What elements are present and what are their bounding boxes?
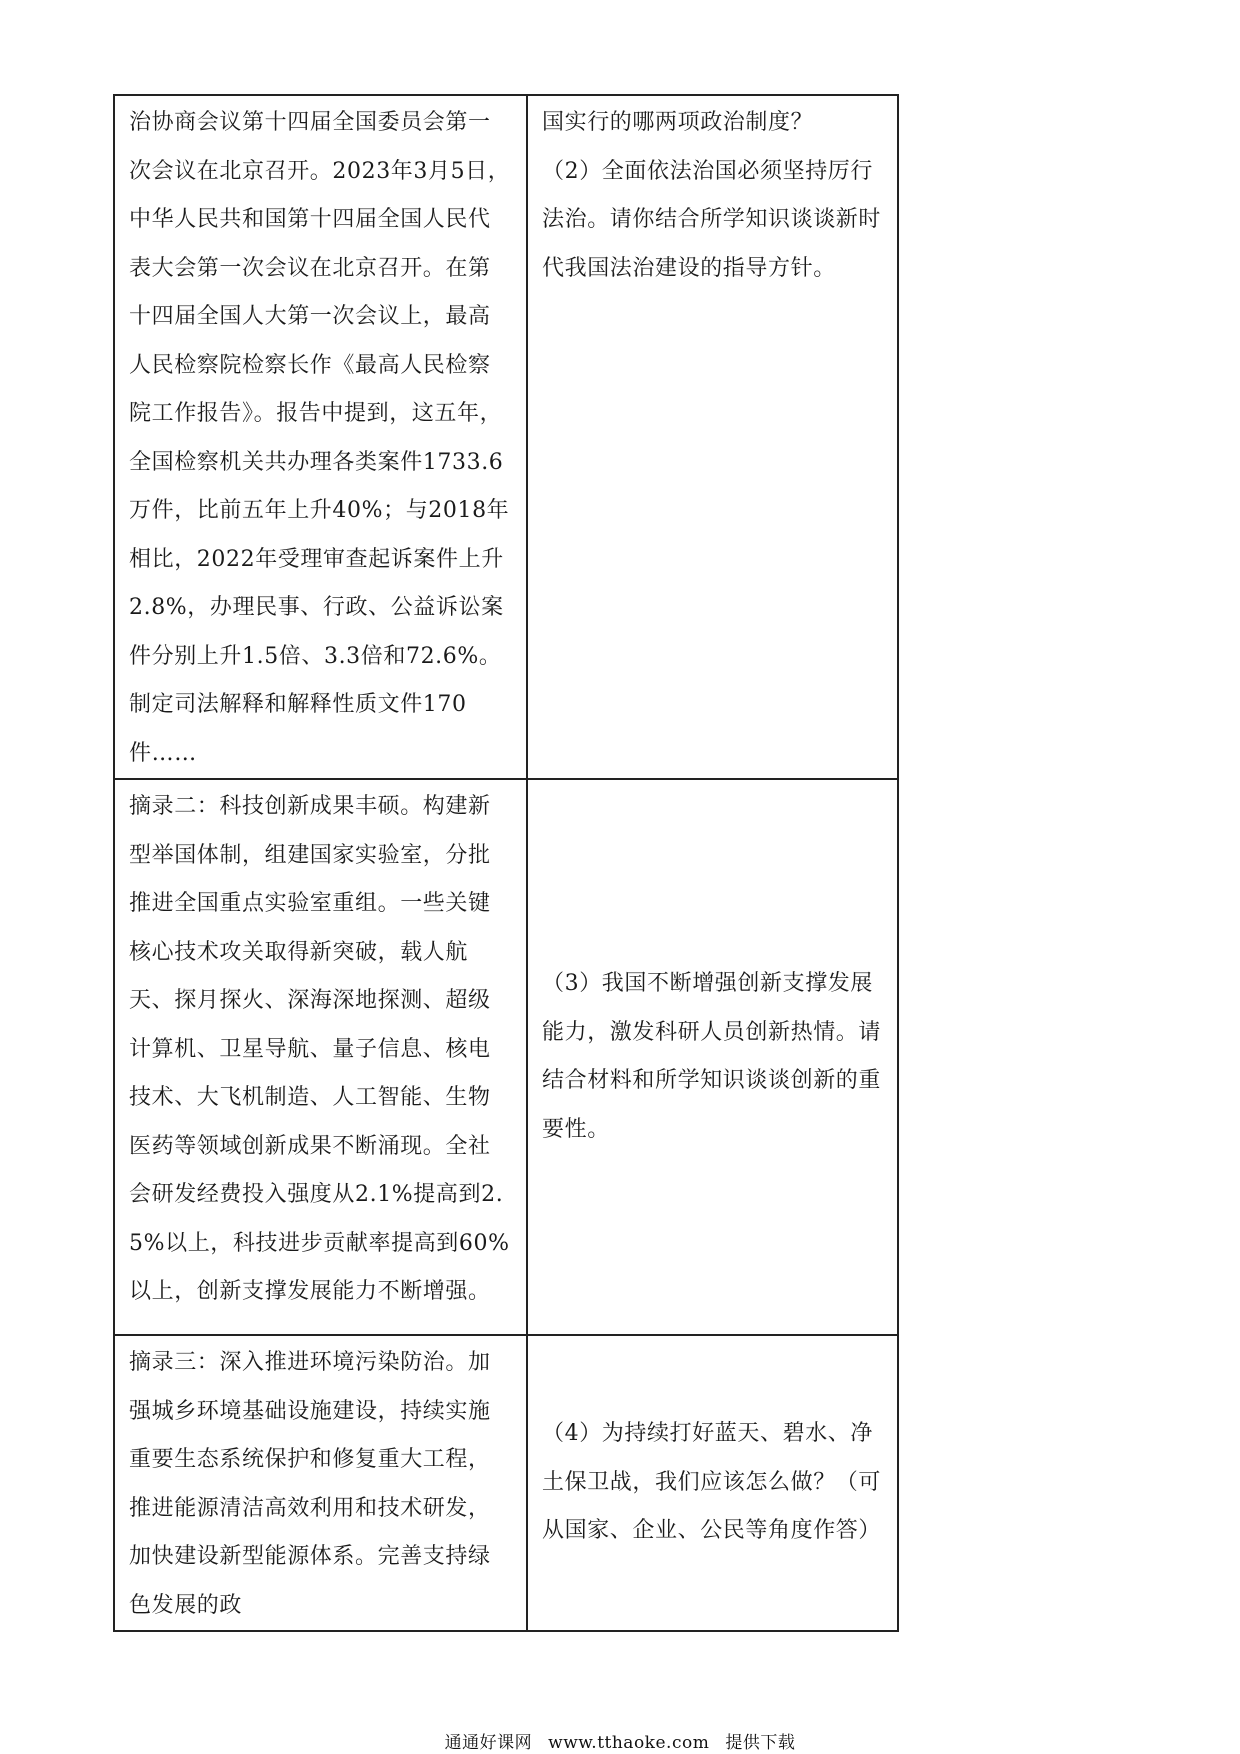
table-row	[114, 95, 898, 779]
table-row	[114, 1335, 898, 1631]
material-cell-2	[114, 779, 527, 1335]
material-question-table	[113, 94, 899, 1632]
footer-url[interactable]: www.tthaoke.com	[548, 1733, 710, 1753]
table-row	[114, 779, 898, 1335]
question-cell-2	[527, 779, 898, 1335]
question-cell-3	[527, 1335, 898, 1631]
material-text-2: 摘录二：科技创新成果丰硕。构建新型举国体制，组建国家实验室，分批推进全国重点实验室重组。一些关键核心技术攻关取得新突破，载人航天、探月探火、深海深地探测、超级计算机、卫星导航、量子信息、核电技术、大飞机制造、人工智能、生物医药等领域创新成果不断涌现。全社会研发经费投入强度从2.1%提高到2.5%以上，科技进步贡献率提高到60%以上，创新支撑发展能力不断增强。	[129, 794, 510, 1304]
footer-action: 提供下载	[725, 1733, 796, 1753]
question-2: （2）全面依法治国必须坚持厉行法治。请你结合所学知识谈谈新时代我国法治建设的指导方针。	[542, 158, 882, 281]
footer-site-name: 通通好课网	[444, 1733, 533, 1753]
page-footer	[0, 1728, 1240, 1753]
material-text-3: 摘录三：深入推进环境污染防治。加强城乡环境基础设施建设，持续实施重要生态系统保护和修复重大工程，推进能源清洁高效利用和技术研发，加快建设新型能源体系。完善支持绿色发展的政	[129, 1350, 491, 1618]
question-1-continued: 国实行的哪两项政治制度？	[542, 110, 814, 135]
question-4: （4）为持续打好蓝天、碧水、净土保卫战，我们应该怎么做？（可从国家、企业、公民等角度作答）	[542, 1421, 882, 1544]
material-text-1: 治协商会议第十四届全国委员会第一次会议在北京召开。2023年3月5日，中华人民共和国第十四届全国人民代表大会第一次会议在北京召开。在第十四届全国人大第一次会议上，最高人民检察院检察长作《最高人民检察院工作报告》。报告中提到，这五年，全国检察机关共办理各类案件1733.6万件，比前五年上升40%；与2018年相比，2022年受理审查起诉案件上升2.8%，办理民事、行政、公益诉讼案件分别上升1.5倍、3.3倍和72.6%。制定司法解释和解释性质文件170件……	[129, 110, 511, 766]
question-cell-1	[527, 95, 898, 779]
material-cell-3	[114, 1335, 527, 1631]
question-3: （3）我国不断增强创新支撑发展能力，激发科研人员创新热情。请结合材料和所学知识谈谈创新的重要性。	[542, 971, 882, 1142]
material-cell-1	[114, 95, 527, 779]
